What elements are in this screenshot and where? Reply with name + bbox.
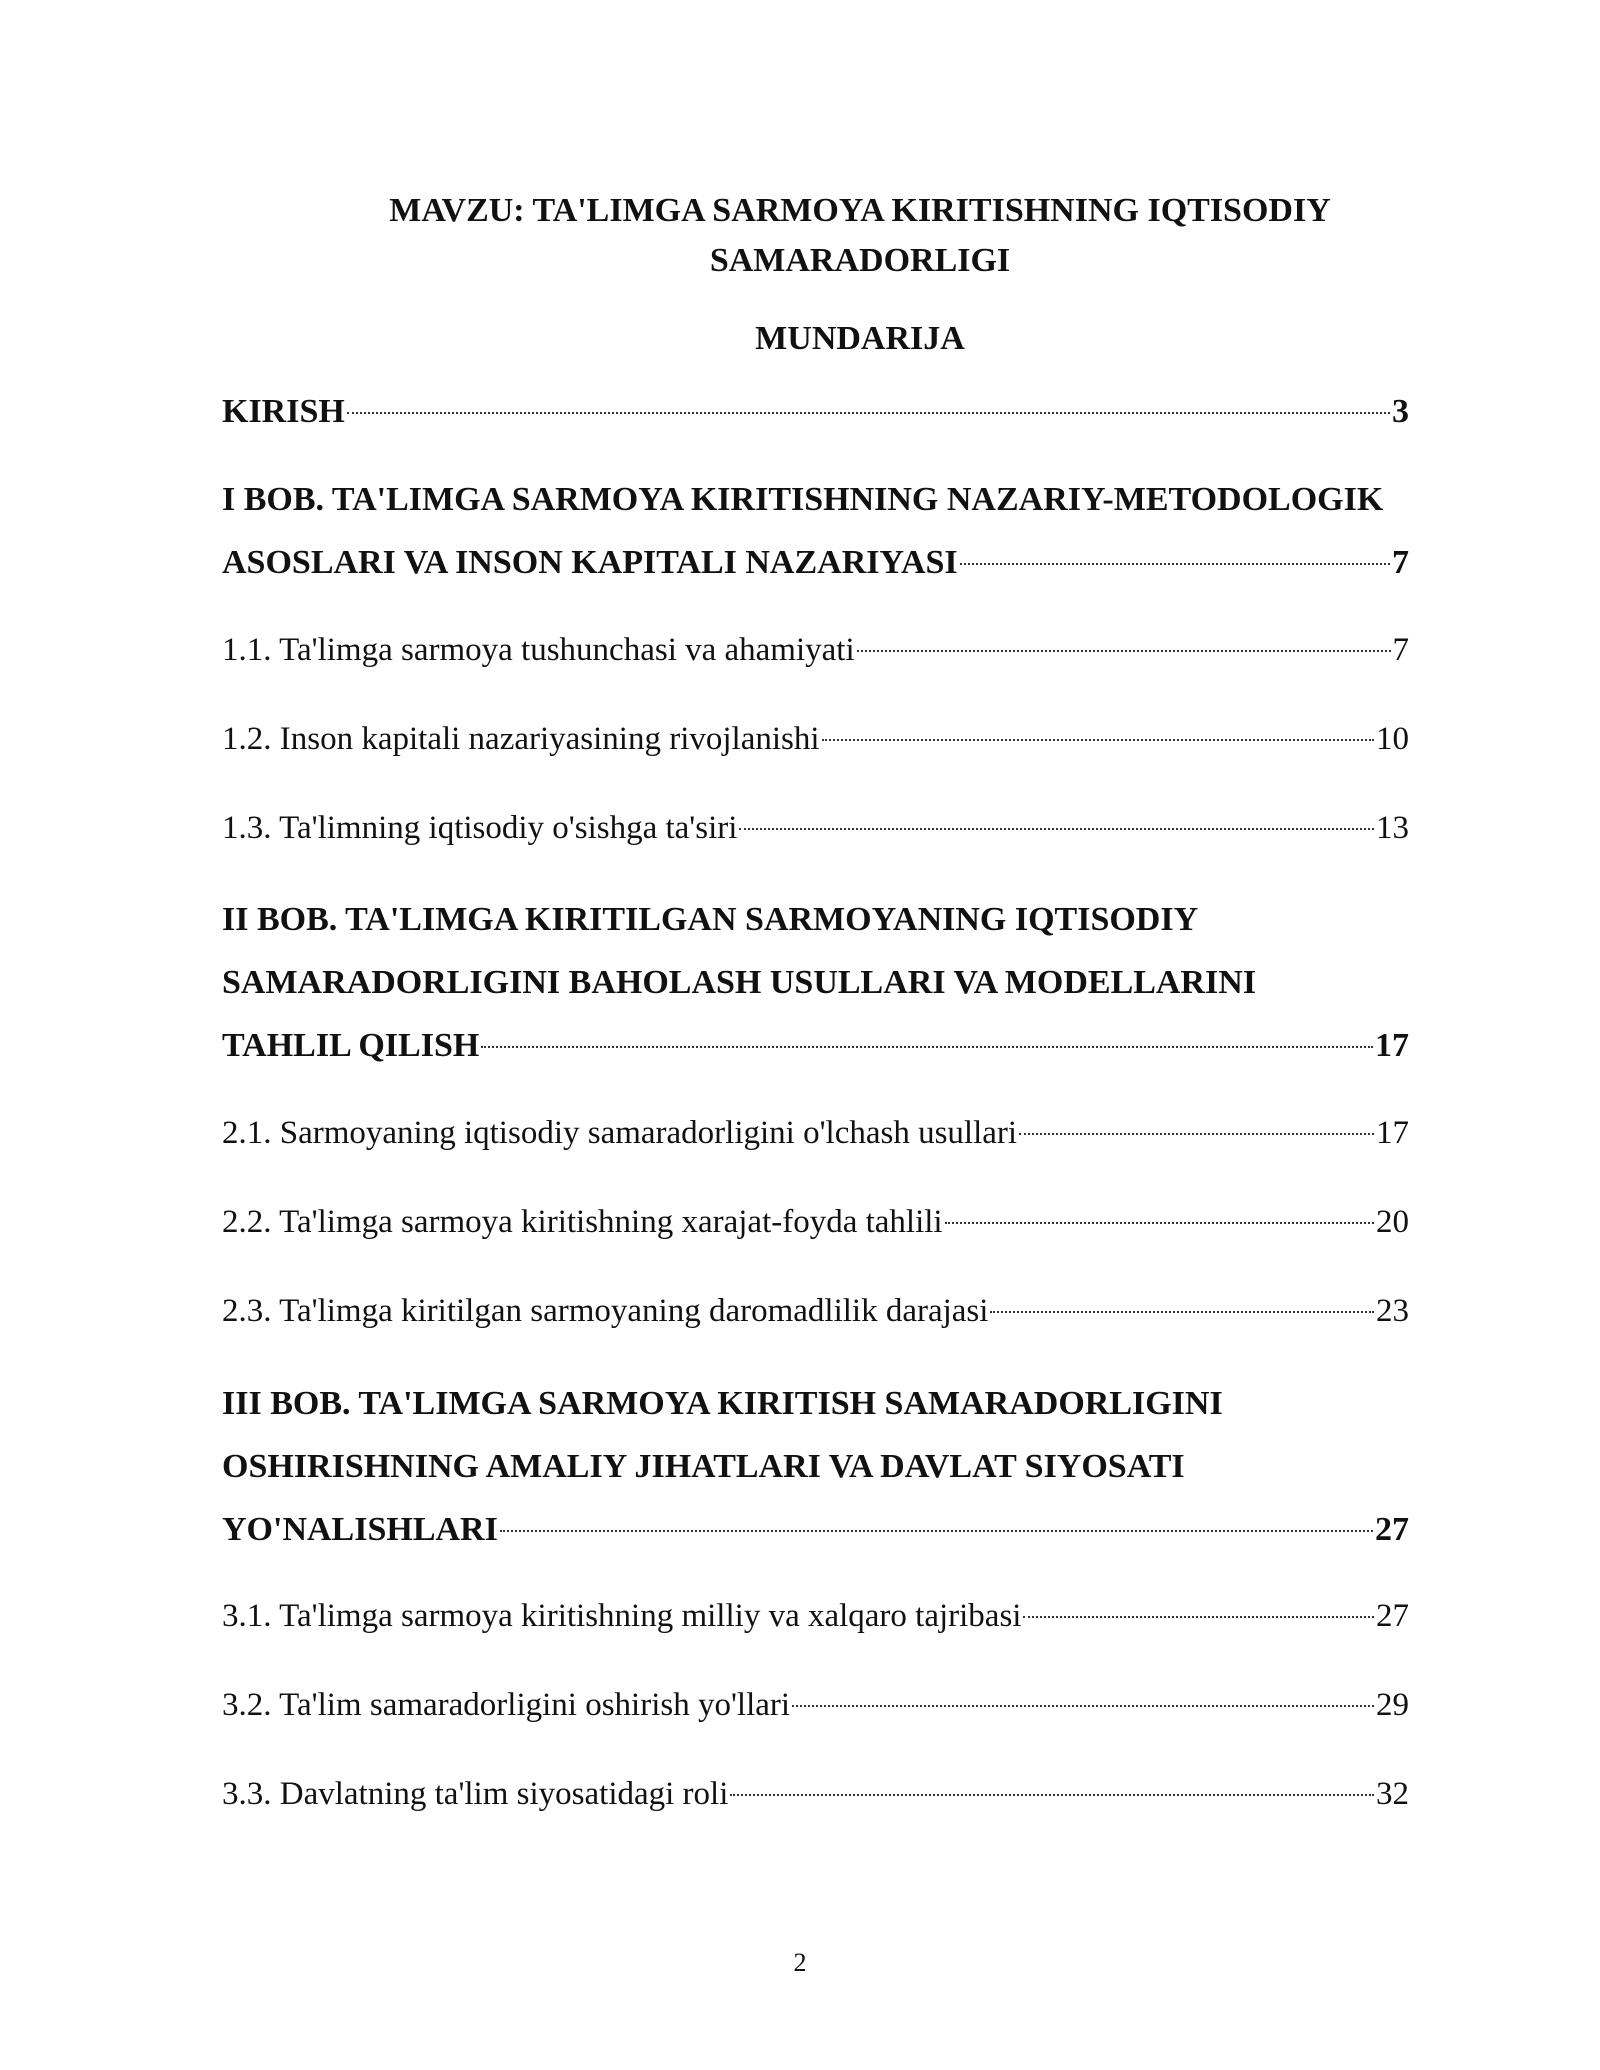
toc-entry-text: 1.1. Ta'limga sarmoya tushunchasi va ahamiyati: [222, 632, 855, 668]
toc-entry-text: TAHLIL QILISH: [222, 1027, 480, 1064]
toc-entry-section-3-1[interactable]: [222, 1585, 1409, 1648]
dot-leader: [822, 739, 1374, 741]
dot-leader: [1019, 1133, 1374, 1135]
toc-entry-section-2-2[interactable]: [222, 1191, 1409, 1254]
dot-leader: [1023, 1616, 1374, 1618]
toc-entry-kirish[interactable]: [222, 380, 1409, 443]
toc-entry-section-1-1[interactable]: [222, 619, 1409, 682]
toc-entry-text: OSHIRISHNING AMALIY JIHATLARI VA DAVLAT SIYOSATI: [222, 1448, 1185, 1485]
toc-entry-section-3-3[interactable]: [222, 1763, 1409, 1826]
dot-leader: [960, 563, 1390, 565]
toc-entry-text: 3.3. Davlatning ta'lim siyosatidagi roli: [222, 1776, 729, 1812]
dot-leader: [739, 828, 1374, 830]
toc-heading: MUNDARIJA: [755, 320, 965, 357]
toc-page-number: 7: [1392, 632, 1409, 668]
toc-page-number: 17: [1376, 1115, 1409, 1151]
toc-page-number: 13: [1376, 810, 1409, 846]
dot-leader: [792, 1705, 1374, 1707]
toc-entry-text: KIRISH: [222, 393, 345, 430]
toc-page-number: 3: [1392, 393, 1409, 430]
dot-leader: [730, 1794, 1374, 1796]
toc-page-number: 17: [1375, 1027, 1409, 1064]
toc-entry-text: SAMARADORLIGINI BAHOLASH USULLARI VA MODELLARINI: [222, 964, 1257, 1001]
toc-entry-text: II BOB. TA'LIMGA KIRITILGAN SARMOYANING IQTISODIY: [222, 901, 1199, 938]
dot-leader: [945, 1222, 1374, 1224]
toc-page-number: 23: [1376, 1293, 1409, 1329]
toc-entry-text: I BOB. TA'LIMGA SARMOYA KIRITISHNING NAZARIY-METODOLOGIK: [222, 481, 1384, 518]
toc-entry-text: 2.2. Ta'limga sarmoya kiritishning xarajat-foyda tahlili: [222, 1204, 943, 1240]
toc-entry-section-2-1[interactable]: [222, 1102, 1409, 1165]
toc-entry-text: 1.3. Ta'limning iqtisodiy o'sishga ta'siri: [222, 810, 738, 846]
toc-entry-text: 2.1. Sarmoyaning iqtisodiy samaradorligini o'lchash usullari: [222, 1115, 1018, 1151]
toc-page-number: 32: [1376, 1776, 1409, 1812]
toc-page-number: 7: [1392, 544, 1409, 581]
toc-entry-text: 2.3. Ta'limga kiritilgan sarmoyaning daromadlilik darajasi: [222, 1293, 989, 1329]
dot-leader: [990, 1311, 1374, 1313]
toc-page-number: 27: [1375, 1511, 1409, 1548]
toc-entry-text: YO'NALISHLARI: [222, 1511, 498, 1548]
toc-entry-text: III BOB. TA'LIMGA SARMOYA KIRITISH SAMARADORLIGINI: [222, 1385, 1223, 1422]
toc-page-number: 20: [1376, 1204, 1409, 1240]
toc-entry-section-3-2[interactable]: [222, 1674, 1409, 1737]
document-title: [220, 186, 1500, 286]
dot-leader: [481, 1046, 1373, 1048]
toc-entry-section-1-3[interactable]: [222, 797, 1409, 860]
title-line-1: MAVZU: TA'LIMGA SARMOYA KIRITISHNING IQTISODIY: [389, 192, 1331, 229]
toc-entry-text: 1.2. Inson kapitali nazariyasining rivojlanishi: [222, 721, 820, 757]
toc-entry-section-1-2[interactable]: [222, 708, 1409, 771]
toc-entry-chapter-1[interactable]: [222, 468, 1409, 594]
toc-entry-chapter-2[interactable]: [222, 888, 1409, 1077]
page-number: 2: [793, 1948, 807, 1977]
toc-entry-text: 3.1. Ta'limga sarmoya kiritishning milliy va xalqaro tajribasi: [222, 1598, 1022, 1634]
toc-entry-chapter-3[interactable]: [222, 1372, 1409, 1561]
toc-entry-section-2-3[interactable]: [222, 1280, 1409, 1343]
toc-page-number: 10: [1376, 721, 1409, 757]
dot-leader: [347, 412, 1390, 414]
toc-page-number: 27: [1376, 1598, 1409, 1634]
toc-entry-text: 3.2. Ta'lim samaradorligini oshirish yo'llari: [222, 1687, 791, 1723]
dot-leader: [857, 650, 1391, 652]
title-line-2: SAMARADORLIGI: [709, 242, 1011, 279]
dot-leader: [500, 1530, 1373, 1532]
toc-page-number: 29: [1376, 1687, 1409, 1723]
toc-entry-text: ASOSLARI VA INSON KAPITALI NAZARIYASI: [222, 544, 958, 581]
